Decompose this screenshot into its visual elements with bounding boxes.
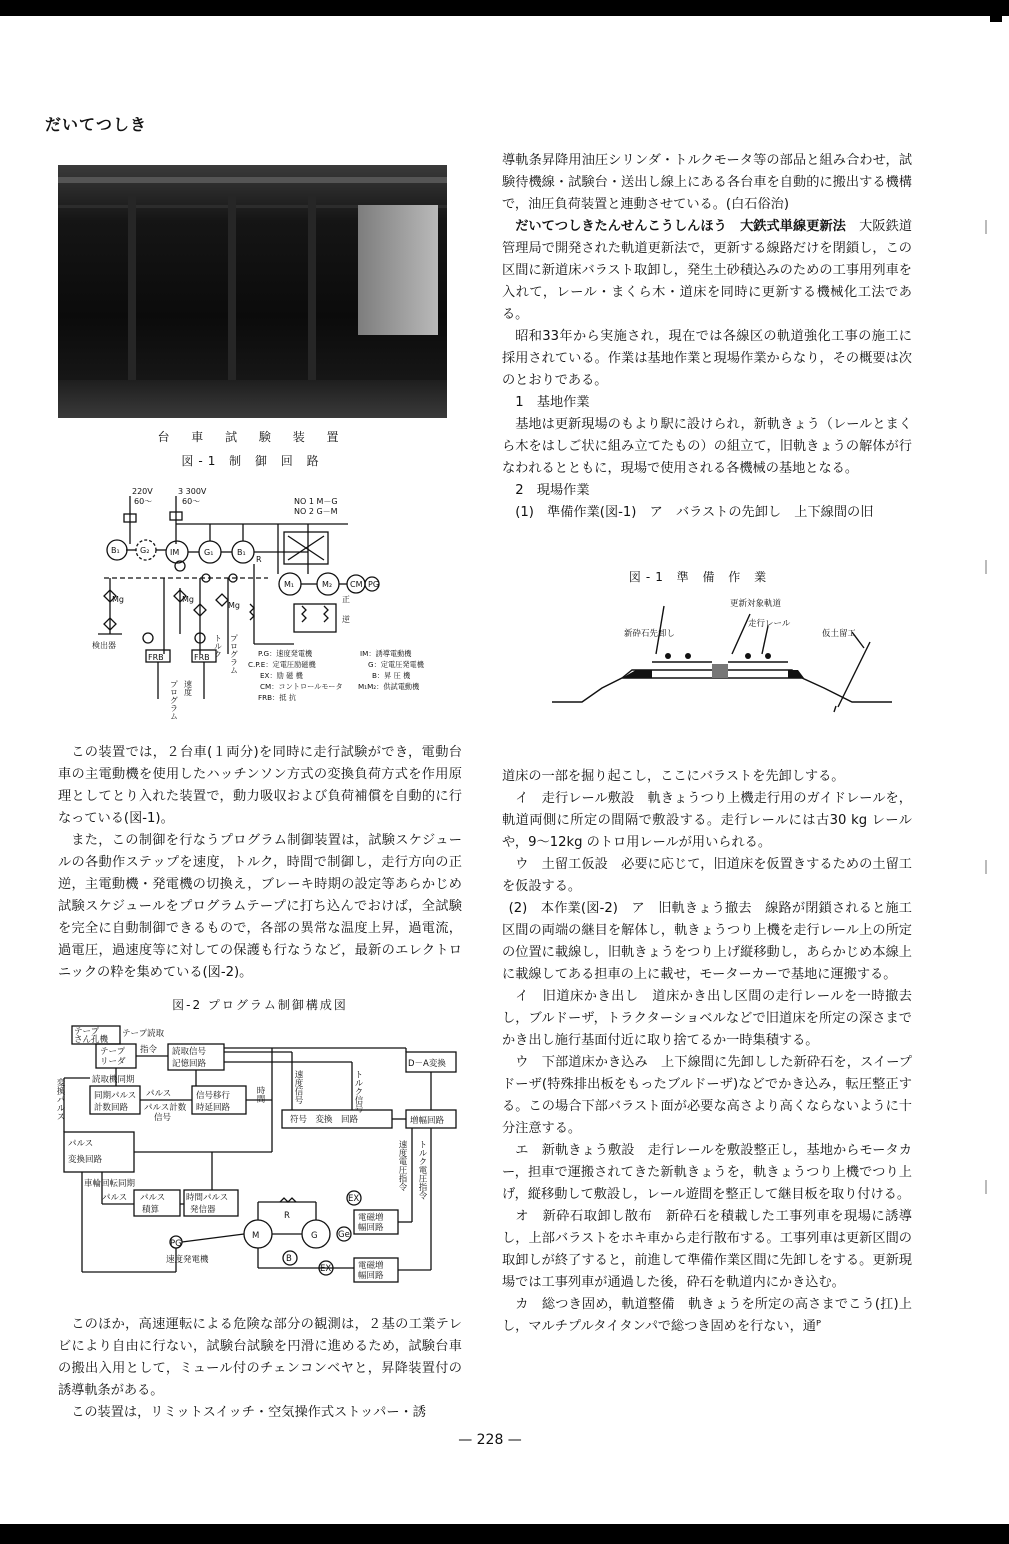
svg-text:パルス: パルス bbox=[146, 1089, 172, 1099]
paragraph: 昭和33年から実施され，現在では各線区の軌道強化工事の施工に採用されている。作業は基地作業と現場作業からなり，その概要は次のとおりである。 bbox=[502, 329, 912, 388]
running-head: だいてつしき bbox=[45, 115, 148, 134]
continuation-paragraph: 導軌条昇降用油圧シリンダ・トルクモータ等の部品と組み合わせ，試験待機線・試験台・送出し線上にある各台車を自動的に搬出する機構で，油圧負荷装置と連動させている。(白石俗治) bbox=[502, 153, 912, 212]
svg-text:G₁: G₁ bbox=[204, 548, 214, 557]
paragraph: ウ 土留工仮設 必要に応じて，旧道床を仮置きするための土留工を仮設する。 bbox=[502, 857, 912, 894]
svg-text:電磁増: 電磁増 bbox=[358, 1261, 384, 1271]
svg-text:時間パルス: 時間パルス bbox=[186, 1193, 229, 1203]
svg-text:幅回路: 幅回路 bbox=[358, 1271, 384, 1281]
paragraph: この装置は，リミットスイッチ・空気操作式ストッパー・誘 bbox=[71, 1405, 426, 1420]
photo-caption: 台 車 試 験 装 置 bbox=[157, 430, 348, 444]
svg-text:60〜: 60〜 bbox=[182, 497, 201, 506]
svg-text:G: G bbox=[311, 1231, 318, 1241]
paragraph: 道床の一部を掘り起こし，ここにバラストを先卸しする。 bbox=[502, 769, 845, 784]
fig2-caption: 図-2 プログラム制御構成図 bbox=[172, 998, 348, 1012]
label-new-ballast: 新砕石先卸し bbox=[624, 629, 676, 639]
bogie-test-photo bbox=[58, 165, 447, 418]
svg-text:Mg: Mg bbox=[112, 595, 124, 604]
paragraph: (1) 準備作業(図-1) ア バラストの先卸し 上下線間の旧 bbox=[515, 505, 874, 520]
svg-text:G：定電圧発電機: G：定電圧発電機 bbox=[368, 660, 424, 669]
svg-text:R: R bbox=[256, 555, 262, 564]
svg-text:M₁M₂：供試電動機: M₁M₂：供試電動機 bbox=[358, 682, 420, 691]
program-control-diagram bbox=[55, 1022, 462, 1292]
paragraph: また，この制御を行なうプログラム制御装置は，試験スケジュールの各動作ステップを速度，トルク，時間で制御し，走行方向の正逆，主電動機・発電機の切換え，ブレーキ時期の設定等あらかじめ試験スケジュールをプログラムテープに打ち込んでおけば，全試験を完全に自動制御できるもので，各部の異常な温度上昇，過電流，過電圧，過速度等に対しての保護も行なうなど，最新のエレクトロニックの粋を集めている(図-2)。 bbox=[58, 833, 462, 980]
edge-mark bbox=[985, 560, 987, 574]
paragraph: オ 新砕石取卸し散布 新砕石を積載した工事列車を現場に誘導し，上部バラストをホキ車から走行散布する。工事列車は更新区間の取卸しが終了すると，前進して準備作業区間に先卸しをする。更新現場では工事列車が通過した後，砕石を軌道内にかき込む。 bbox=[502, 1209, 912, 1290]
left-text-lower bbox=[58, 1314, 462, 1424]
svg-text:速度信号: 速度信号 bbox=[293, 1070, 303, 1104]
svg-text:信号移行: 信号移行 bbox=[196, 1091, 231, 1101]
label-running-rail: 走行レール bbox=[748, 619, 791, 629]
svg-text:幅回路: 幅回路 bbox=[358, 1223, 384, 1233]
svg-text:3 300V: 3 300V bbox=[178, 487, 207, 496]
svg-text:リーダ: リーダ bbox=[100, 1057, 126, 1067]
right-text-upper bbox=[502, 150, 912, 524]
svg-text:Ge: Ge bbox=[338, 1230, 350, 1240]
svg-text:B₁: B₁ bbox=[237, 548, 246, 557]
paragraph: ウ 下部道床かき込み 上下線間に先卸しした新砕石を，スイープドーザ(特殊排出板をもったブルドーザ)などでかき込み，転圧整正する。この場合下部バラスト面が必要な高さより高くならないように十分注意する。 bbox=[502, 1055, 912, 1136]
svg-text:テープ読取: テープ読取 bbox=[122, 1029, 165, 1039]
svg-text:正: 正 bbox=[342, 595, 350, 604]
top-border-tick bbox=[990, 16, 1002, 22]
svg-text:同期パルス: 同期パルス bbox=[94, 1091, 137, 1101]
svg-text:検出器: 検出器 bbox=[92, 641, 116, 650]
edge-mark bbox=[985, 1180, 987, 1194]
svg-text:トルク信号: トルク信号 bbox=[353, 1070, 363, 1113]
svg-text:プログラム: プログラム bbox=[169, 680, 179, 720]
label-target-track: 更新対象軌道 bbox=[730, 599, 782, 609]
svg-text:D－A変換: D－A変換 bbox=[408, 1059, 446, 1069]
svg-text:FRB：抵 抗: FRB：抵 抗 bbox=[258, 693, 296, 702]
svg-text:G₂: G₂ bbox=[140, 546, 150, 555]
svg-text:M: M bbox=[252, 1231, 260, 1241]
svg-text:増幅回路: 増幅回路 bbox=[410, 1116, 445, 1126]
svg-text:M₂: M₂ bbox=[322, 580, 333, 589]
paragraph: (2) 本作業(図-2) ア 旧軌きょう撤去 線路が閉鎖されると施工区間の両端の継目を解体し，軌きょうつり上機を走行レール上の所定の位置に載線し，旧軌きょうをつり上げ縦移動し，あらかじめ本線上に載線してある担車の上に載せ，モーターカーで基地に運搬する。 bbox=[502, 901, 912, 982]
top-border bbox=[0, 0, 1009, 16]
svg-text:テープ: テープ bbox=[100, 1047, 126, 1057]
svg-text:速度発電機: 速度発電機 bbox=[166, 1255, 209, 1265]
svg-text:R: R bbox=[284, 1211, 290, 1221]
svg-text:速度: 速度 bbox=[183, 680, 193, 696]
paragraph: 基地は更新現場のもより駅に設けられ，新軌きょう（レールとまくら木をはしご状に組み立てたもの）の組立て，旧軌きょうの解体が行なわれるとともに，現場で使用される各機械の基地となる。 bbox=[502, 417, 912, 476]
svg-text:時延回路: 時延回路 bbox=[196, 1103, 231, 1113]
svg-text:計数回路: 計数回路 bbox=[94, 1103, 129, 1113]
svg-text:FRB: FRB bbox=[194, 653, 210, 662]
right-text-lower bbox=[502, 766, 912, 1338]
edge-mark bbox=[985, 220, 987, 234]
svg-text:IM: IM bbox=[170, 548, 180, 557]
svg-text:さん孔機: さん孔機 bbox=[74, 1035, 109, 1045]
svg-text:車輪回転同期: 車輪回転同期 bbox=[84, 1179, 136, 1189]
svg-text:発信器: 発信器 bbox=[190, 1205, 216, 1215]
svg-text:60〜: 60〜 bbox=[134, 497, 153, 506]
paragraph: イ 旧道床かき出し 道床かき出し区間の走行レールを一時撤去し，ブルドーザ，トラクターショベルなどで旧道床を所定の深さまでかき出し施行基面付近に取り捨てるか一時集積する。 bbox=[502, 989, 912, 1048]
svg-text:B：昇 圧 機: B：昇 圧 機 bbox=[372, 671, 411, 680]
svg-text:記憶回路: 記憶回路 bbox=[172, 1059, 207, 1069]
svg-text:PG: PG bbox=[368, 580, 380, 589]
page-number: — 228 — bbox=[458, 1432, 522, 1448]
paragraph: エ 新軌きょう敷設 走行レールを敷設整正し，基地からモータカー，担車で運搬されてきた新軌きょうを，軌きょうつり上機でつり上げ，縦移動して敷設し，レール遊間を整正して継目板を取り付ける。 bbox=[502, 1143, 912, 1202]
svg-text:CM: CM bbox=[350, 580, 363, 589]
paragraph: イ 走行レール敷設 軌きょうつり上機走行用のガイドレールを，軌道両側に所定の間隔で敷設する。走行レールには古30 kg レールや，9〜12kg のトロ用レールが用いられる。 bbox=[502, 791, 912, 850]
svg-text:パルス: パルス bbox=[68, 1139, 94, 1149]
left-text-upper bbox=[58, 742, 462, 984]
svg-text:FRB: FRB bbox=[148, 653, 164, 662]
svg-text:PG: PG bbox=[170, 1239, 182, 1249]
entry-term: だいてつしきたんせんこうしんほう 大鉄式単線更新法 bbox=[515, 219, 846, 234]
bottom-border bbox=[0, 1524, 1009, 1544]
svg-text:EX: EX bbox=[320, 1264, 332, 1274]
svg-text:速度電圧指令: 速度電圧指令 bbox=[397, 1140, 407, 1191]
svg-text:C.P.E：定電圧励磁機: C.P.E：定電圧励磁機 bbox=[248, 660, 316, 669]
prep-figure-caption: 図-1 準 備 作 業 bbox=[628, 570, 772, 584]
paragraph: カ 総つき固め，軌道整備 軌きょうを所定の高さまでこう(扛)上し，マルチプルタイタンパで総つき固めを行ない，通ᴾ bbox=[502, 1297, 912, 1334]
svg-text:B: B bbox=[286, 1254, 292, 1264]
svg-text:電磁増: 電磁増 bbox=[358, 1213, 384, 1223]
fig1-label: 図-1 制 御 回 路 bbox=[181, 454, 324, 468]
svg-text:プログラム: プログラム bbox=[229, 634, 239, 674]
svg-text:変換パルス: 変換パルス bbox=[55, 1078, 65, 1121]
svg-text:EX：励 磁 機: EX：励 磁 機 bbox=[260, 671, 303, 680]
svg-text:NO 2 G－M: NO 2 G－M bbox=[294, 507, 338, 516]
svg-text:IM：誘導電動機: IM：誘導電動機 bbox=[360, 649, 412, 658]
svg-text:P.G：速度発電機: P.G：速度発電機 bbox=[258, 649, 313, 658]
svg-text:220V: 220V bbox=[132, 487, 153, 496]
svg-text:CM：コントロールモータ: CM：コントロールモータ bbox=[260, 682, 343, 691]
svg-text:時間: 時間 bbox=[255, 1086, 265, 1103]
entry-paragraph bbox=[502, 216, 912, 326]
paragraph: このほか，高速運転による危険な部分の観測は，２基の工業テレビにより自由に行ない，試験台試験を円滑に進めるため，試験台車の搬出入用として，ミュール付のチェンコンベヤと，昇降装置付の誘導軌条がある。 bbox=[58, 1317, 462, 1398]
svg-text:読取信号: 読取信号 bbox=[172, 1047, 207, 1057]
section-heading: 2 現場作業 bbox=[515, 483, 590, 498]
svg-text:積算: 積算 bbox=[142, 1205, 160, 1215]
svg-text:M₁: M₁ bbox=[284, 580, 295, 589]
svg-text:NO 1 M－G: NO 1 M－G bbox=[294, 497, 338, 506]
svg-text:パルス計数: パルス計数 bbox=[144, 1103, 187, 1113]
svg-text:Mg: Mg bbox=[182, 595, 194, 604]
svg-text:信号: 信号 bbox=[154, 1113, 172, 1123]
svg-text:逆: 逆 bbox=[342, 615, 350, 624]
svg-text:Mg: Mg bbox=[228, 601, 240, 610]
svg-text:トルク: トルク bbox=[213, 634, 223, 658]
paragraph: この装置では，２台車(１両分)を同時に走行試験ができ，電動台車の主電動機を使用したハッチンソン方式の変換負荷方式を作用原理としてとり入れた装置で，動力吸収および負荷補償を自動的に行なっている(図-1)。 bbox=[58, 745, 462, 826]
svg-text:トルク電圧指令: トルク電圧指令 bbox=[417, 1140, 427, 1200]
label-temp-retaining: 仮土留工 bbox=[822, 629, 857, 639]
preparation-work-diagram bbox=[552, 592, 922, 722]
entry-body: 大阪鉄道管理局で開発された軌道更新法で，更新する線路だけを閉鎖し，この区間に新道床バラスト取卸し，発生土砂積込みのための工事用列車を入れて，レール・まくら木・道床を同時に更新する機械化工法である。 bbox=[502, 219, 913, 322]
control-circuit-diagram bbox=[88, 484, 468, 720]
svg-text:符号 変換 回路: 符号 変換 回路 bbox=[290, 1115, 359, 1125]
svg-text:読取機同期: 読取機同期 bbox=[92, 1075, 135, 1085]
svg-text:テープ: テープ bbox=[74, 1027, 100, 1037]
svg-text:パルス: パルス bbox=[102, 1193, 128, 1203]
svg-text:パルス: パルス bbox=[140, 1193, 166, 1203]
section-heading: 1 基地作業 bbox=[515, 395, 590, 410]
svg-text:B₁: B₁ bbox=[111, 546, 120, 555]
svg-text:変換回路: 変換回路 bbox=[68, 1155, 103, 1165]
svg-text:指令: 指令 bbox=[140, 1045, 158, 1055]
edge-mark bbox=[985, 860, 987, 874]
svg-text:EX: EX bbox=[348, 1194, 360, 1204]
